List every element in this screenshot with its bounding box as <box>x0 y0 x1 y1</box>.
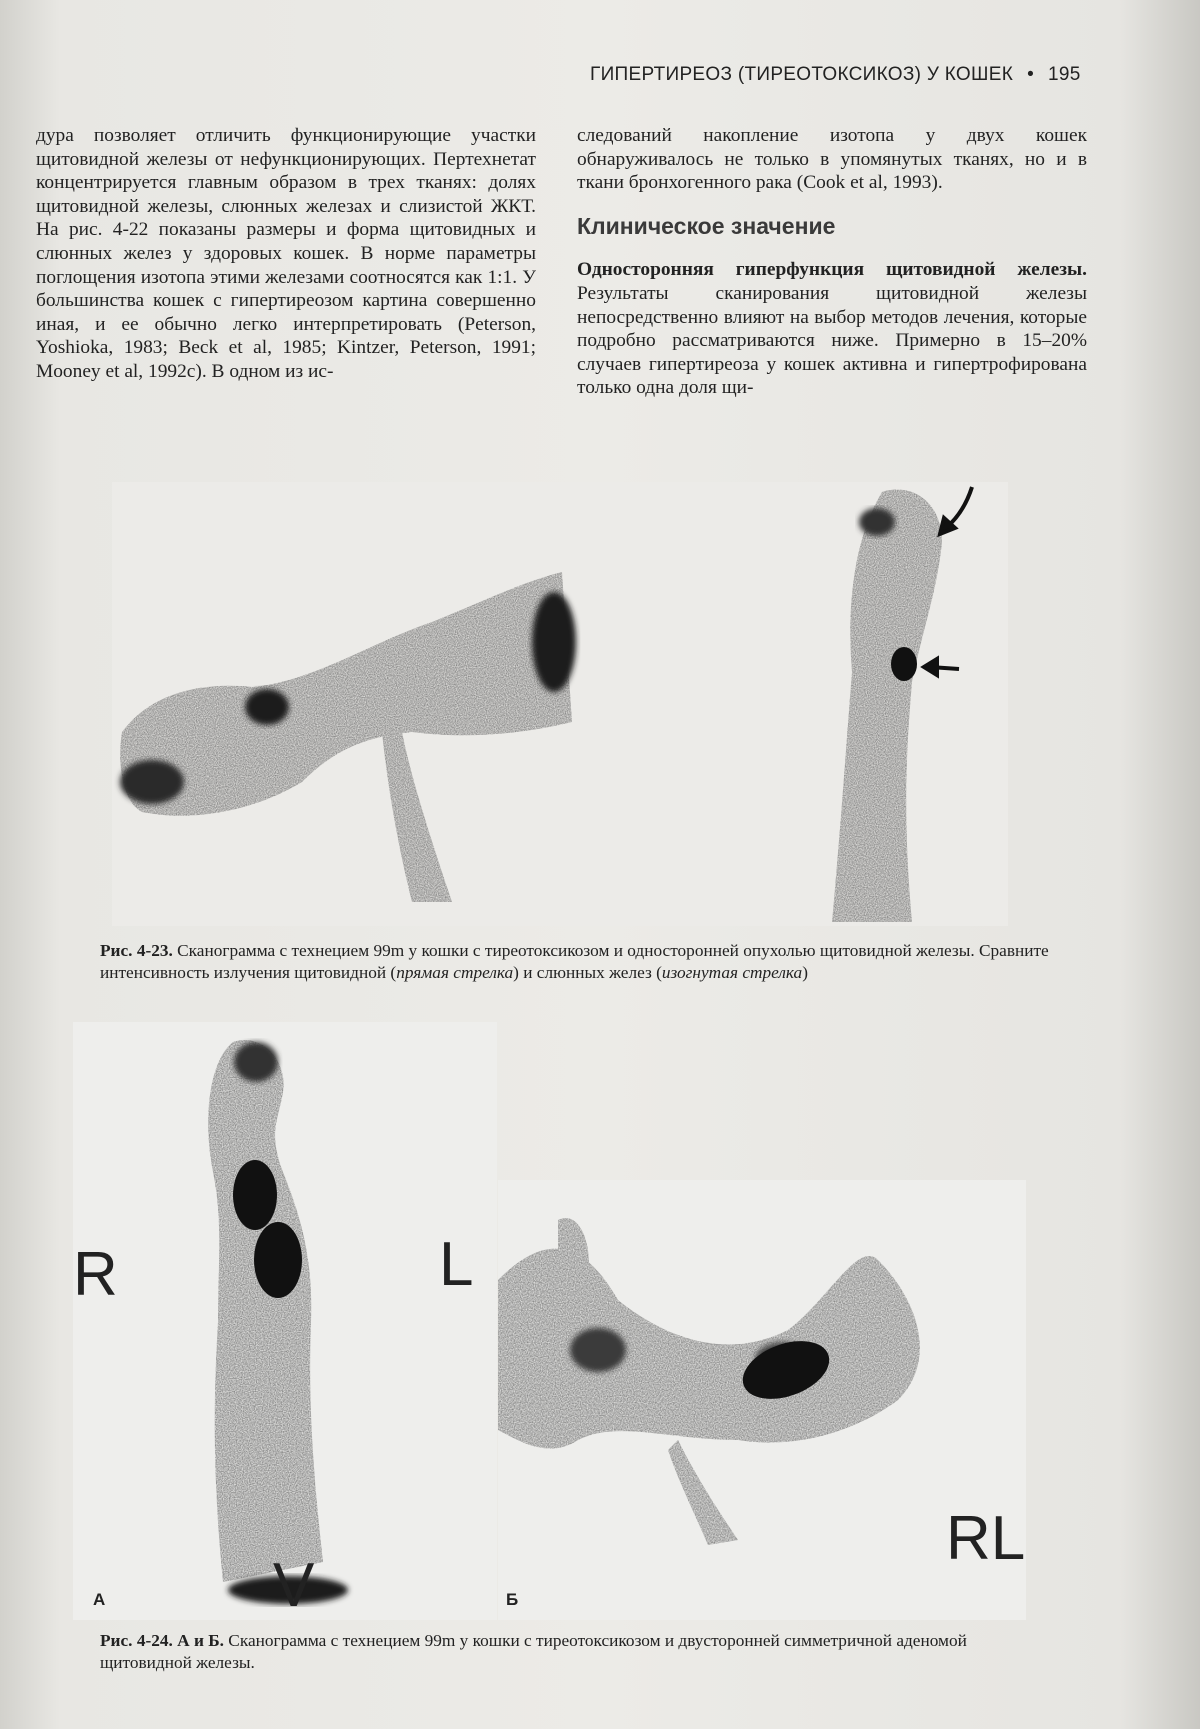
caption-italic: прямая стрелка <box>396 963 514 982</box>
caption-text: Сканограмма с технецием 99m у кошки с тиреотоксикозом и односторонней опухолью щитовидной железы. Сравните интенсивность излучения щитовидной ( <box>100 941 1049 982</box>
caption-text: ) <box>802 963 808 982</box>
run-in-subheading: Односторонняя гиперфункция щитовидной железы. <box>577 259 1087 281</box>
right-paragraph-body: Результаты сканирования щитовидной железы непосредственно влияют на выбор методов лечения, которые подробно рассматриваются ниже. Примерно в 15–20% случаев гипертиреоза у кошек активна и гипертрофирована только одна доля щи- <box>577 282 1087 399</box>
figure-4-24-label: Рис. 4-24. А и Б. <box>100 1631 224 1650</box>
figure-4-24a-scan <box>73 1022 497 1620</box>
left-text-column <box>36 124 536 384</box>
scan-image-4-23 <box>112 482 1008 926</box>
right-paragraph-bottom <box>577 258 1087 400</box>
figure-4-24-caption <box>100 1630 1060 1674</box>
salivary-hotspot-left-image <box>532 592 576 692</box>
running-header <box>590 64 1090 86</box>
figure-4-23-caption <box>100 940 1060 984</box>
left-paragraph: дура позволяет отличить функционирующие участки щитовидной железы от нефункционирующих. Пертехнетат концентрируется главным образом в трех тканях: долях щитовидной железы, слюнных железах и слизистой ЖКТ. На рис. 4-22 показаны размеры и форма щитовидных и слюнных желез у здоровых кошек. В норме параметры поглощения изотопа этими железами соотносятся как 1:1. У большинства кошек с гипертиреозом картина совершенно иная, и ее обычно легко интерпретировать (Peterson, Yoshioka, 1983; Beck et al, 1985; Kintzer, Peterson, 1991; Mooney et al, 1992c). В одном из ис- <box>36 125 536 382</box>
figure-4-23-scan <box>112 482 1008 926</box>
thyroid-lobe-right <box>233 1160 277 1230</box>
right-text-column <box>577 124 1087 400</box>
orientation-ventral-mark: V <box>273 1551 315 1620</box>
orientation-right-mark: R <box>73 1240 118 1309</box>
scan-image-4-24a <box>73 1022 497 1620</box>
panel-a-letter: А <box>93 1590 106 1609</box>
figure-4-24b-scan <box>498 1180 1026 1620</box>
thyroid-nodule <box>891 647 917 681</box>
header-separator: • <box>1027 64 1035 85</box>
right-paragraph-top: следований накопление изотопа у двух кошек обнаруживалось не только в упомянутых тканях, но и в ткани бронхогенного рака (Cook et al, 1993). <box>577 125 1087 194</box>
thyroid-lobe-left <box>254 1222 302 1298</box>
orientation-left-mark: L <box>439 1230 474 1299</box>
panel-b-letter: Б <box>506 1590 519 1609</box>
page-number: 195 <box>1048 64 1081 85</box>
caption-text: Сканограмма с технецием 99m у кошки с тиреотоксикозом и двусторонней симметричной аденомой щитовидной железы. <box>100 1631 967 1672</box>
figure-4-23-label: Рис. 4-23. <box>100 941 173 960</box>
section-heading: Клиническое значение <box>577 212 836 239</box>
orientation-right-left-mark: RL <box>946 1504 1026 1573</box>
thyroid-hotspot-left-image <box>245 689 289 725</box>
caption-text: ) и слюнных желез ( <box>513 963 662 982</box>
caption-italic: изогнутая стрелка <box>661 963 803 982</box>
running-title: ГИПЕРТИРЕОЗ (ТИРЕОТОКСИКОЗ) У КОШЕК <box>590 64 1014 85</box>
